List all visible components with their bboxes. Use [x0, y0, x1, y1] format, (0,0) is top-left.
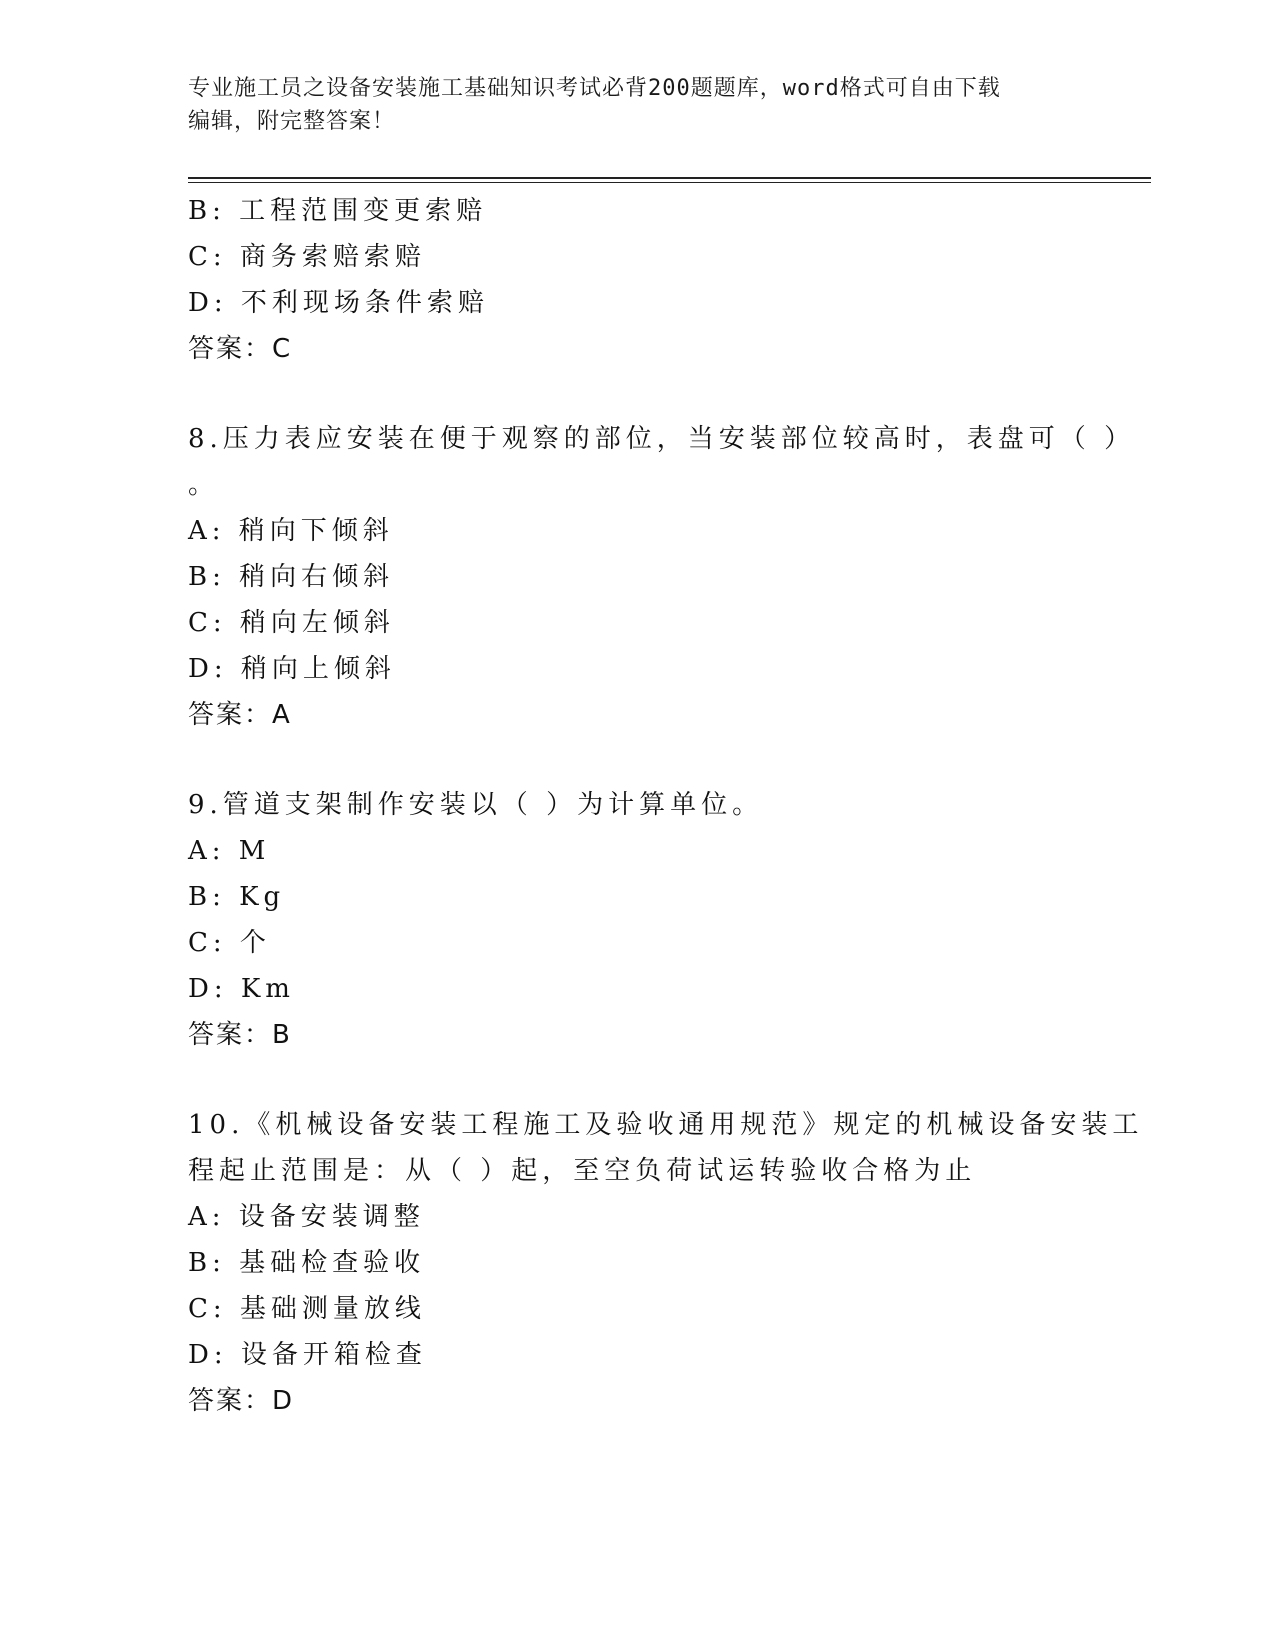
question-stem-continued: 。 [188, 470, 220, 500]
option-b: B: 工程范围变更索赔 [188, 196, 488, 226]
option-a: A: M [188, 836, 271, 866]
question-list [188, 188, 1144, 1424]
question-stem: 10.《机械设备安装工程施工及验收通用规范》规定的机械设备安装工 [188, 1110, 1144, 1140]
question-stem: 8.压力表应安装在便于观察的部位，当安装部位较高时，表盘可（ ） [188, 424, 1136, 454]
question-7 [188, 188, 1088, 372]
option-c: C: 基础测量放线 [188, 1294, 426, 1324]
option-b: B: 基础检查验收 [188, 1248, 426, 1278]
question-9 [188, 782, 1088, 1058]
option-c: C: 个 [188, 928, 271, 958]
option-b: B: Kg [188, 882, 286, 912]
page-header [188, 72, 1068, 138]
header-line-2: 编辑，附完整答案！ [188, 109, 396, 134]
spacer [188, 1058, 1088, 1102]
option-d: D: 不利现场条件索赔 [188, 288, 489, 318]
option-c: C: 商务索赔索赔 [188, 242, 426, 272]
question-stem: 9.管道支架制作安装以（ ）为计算单位。 [188, 790, 764, 820]
spacer [188, 372, 1088, 416]
question-8 [188, 416, 1136, 738]
option-d: D: Km [188, 974, 295, 1004]
question-stem-continued: 程起止范围是：从（ ）起，至空负荷试运转验收合格为止 [188, 1156, 977, 1186]
spacer [188, 738, 1088, 782]
option-a: A: 设备安装调整 [188, 1202, 425, 1232]
header-rule-thin [188, 182, 1151, 183]
option-d: D: 设备开箱检查 [188, 1340, 427, 1370]
header-line-1: 专业施工员之设备安装施工基础知识考试必背200题题库，word格式可自由下载 [188, 76, 1001, 101]
answer: 答案：C [188, 334, 293, 364]
option-d: D: 稍向上倾斜 [188, 654, 396, 684]
answer: 答案：D [188, 1386, 295, 1416]
option-a: A: 稍向下倾斜 [188, 516, 394, 546]
answer: 答案：B [188, 1020, 292, 1050]
header-rule-thick [188, 177, 1151, 179]
option-b: B: 稍向右倾斜 [188, 562, 395, 592]
answer: 答案：A [188, 700, 292, 730]
option-c: C: 稍向左倾斜 [188, 608, 395, 638]
question-10 [188, 1102, 1144, 1424]
